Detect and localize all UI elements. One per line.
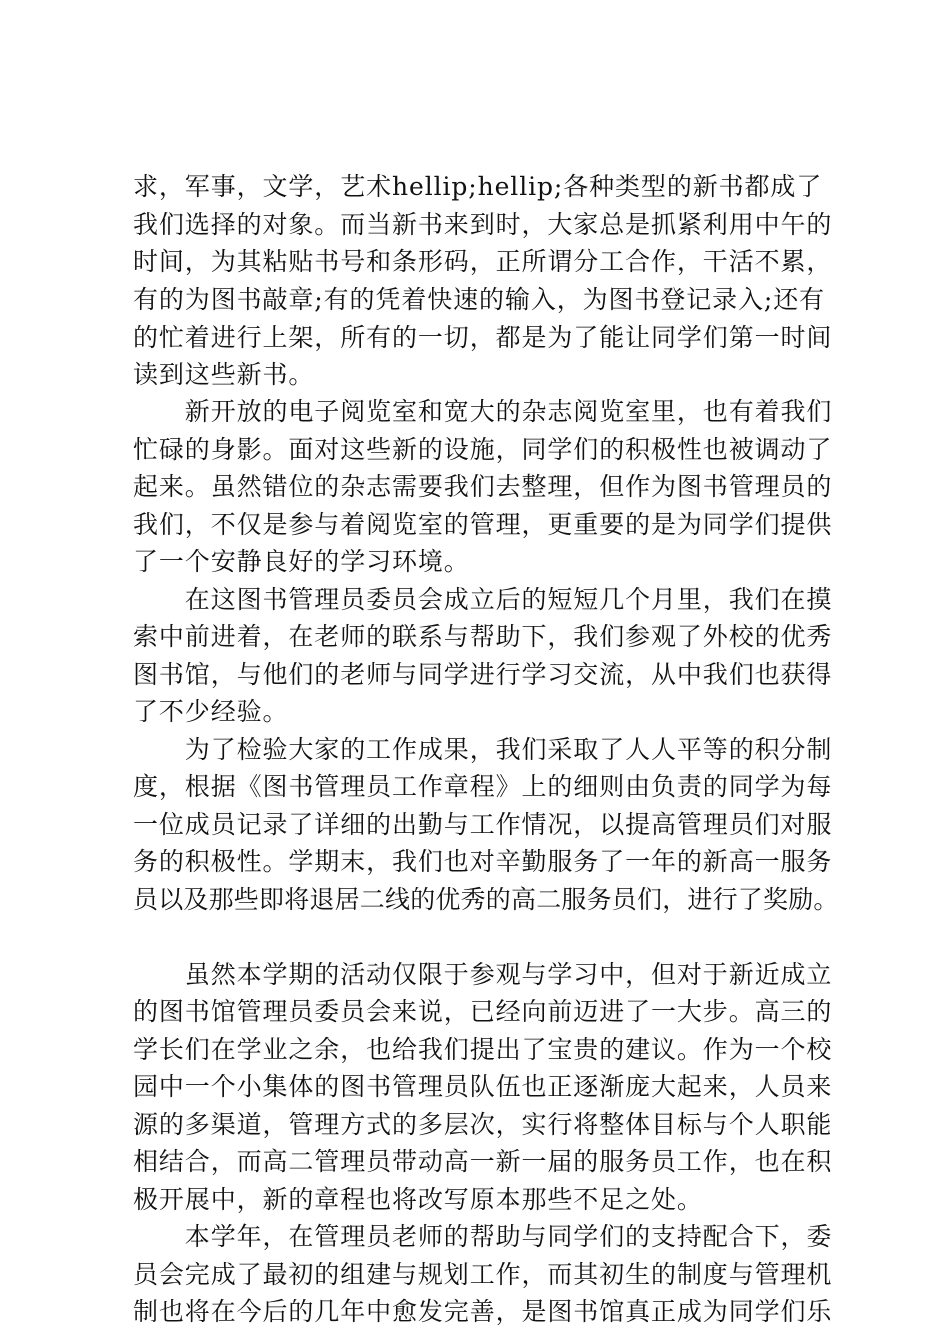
text-line: 一位成员记录了详细的出勤与工作情况，以提高管理员们对服	[133, 810, 833, 839]
paragraph-start-line: 在这图书管理员委员会成立后的短短几个月里，我们在摸	[133, 585, 833, 614]
text-line: 学长们在学业之余，也给我们提出了宝贵的建议。作为一个校	[133, 1035, 833, 1064]
text-line: 了不少经验。	[133, 697, 289, 726]
text-line: 有的为图书敲章;有的凭着快速的输入，为图书登记录入;还有	[133, 285, 826, 314]
paragraph-start-line: 本学年，在管理员老师的帮助与同学们的支持配合下，委	[133, 1222, 833, 1251]
text-line: 索中前进着，在老师的联系与帮助下，我们参观了外校的优秀	[133, 622, 833, 651]
text-line: 的图书馆管理员委员会来说，已经向前迈进了一大步。高三的	[133, 997, 833, 1026]
text-line: 我们，不仅是参与着阅览室的管理，更重要的是为同学们提供	[133, 510, 833, 539]
text-line: 我们选择的对象。而当新书来到时，大家总是抓紧利用中午的	[133, 210, 833, 239]
text-line: 的忙着进行上架，所有的一切，都是为了能让同学们第一时间	[133, 323, 833, 352]
text-line: 制也将在今后的几年中愈发完善，是图书馆真正成为同学们乐	[133, 1297, 833, 1326]
text-line: 源的多渠道，管理方式的多层次，实行将整体目标与个人职能	[133, 1110, 833, 1139]
text-line: 员以及那些即将退居二线的优秀的高二服务员们，进行了奖励。	[133, 885, 839, 914]
text-line: 了一个安静良好的学习环境。	[133, 547, 470, 576]
text-line: 忙碌的身影。面对这些新的设施，同学们的积极性也被调动了	[133, 435, 833, 464]
text-line: 务的积极性。学期末，我们也对辛勤服务了一年的新高一服务	[133, 847, 833, 876]
text-line: 相结合，而高二管理员带动高一新一届的服务员工作，也在积	[133, 1147, 833, 1176]
paragraph-start-line: 虽然本学期的活动仅限于参观与学习中，但对于新近成立	[133, 960, 833, 989]
text-line: 员会完成了最初的组建与规划工作，而其初生的制度与管理机	[133, 1260, 833, 1289]
text-line: 时间，为其粘贴书号和条形码，正所谓分工合作，干活不累，	[133, 247, 833, 276]
paragraph-start-line: 新开放的电子阅览室和宽大的杂志阅览室里，也有着我们	[133, 397, 833, 426]
paragraph-start-line: 为了检验大家的工作成果，我们采取了人人平等的积分制	[133, 735, 833, 764]
text-line: 起来。虽然错位的杂志需要我们去整理，但作为图书管理员的	[133, 472, 833, 501]
text-line: 求，军事，文学，艺术hellip;hellip;各种类型的新书都成了	[133, 172, 823, 201]
text-line: 园中一个小集体的图书管理员队伍也正逐渐庞大起来，人员来	[133, 1072, 833, 1101]
text-line: 极开展中，新的章程也将改写原本那些不足之处。	[133, 1185, 703, 1214]
text-line: 读到这些新书。	[133, 360, 315, 389]
text-line: 度，根据《图书管理员工作章程》上的细则由负责的同学为每	[133, 772, 833, 801]
text-line: 图书馆，与他们的老师与同学进行学习交流，从中我们也获得	[133, 660, 833, 689]
